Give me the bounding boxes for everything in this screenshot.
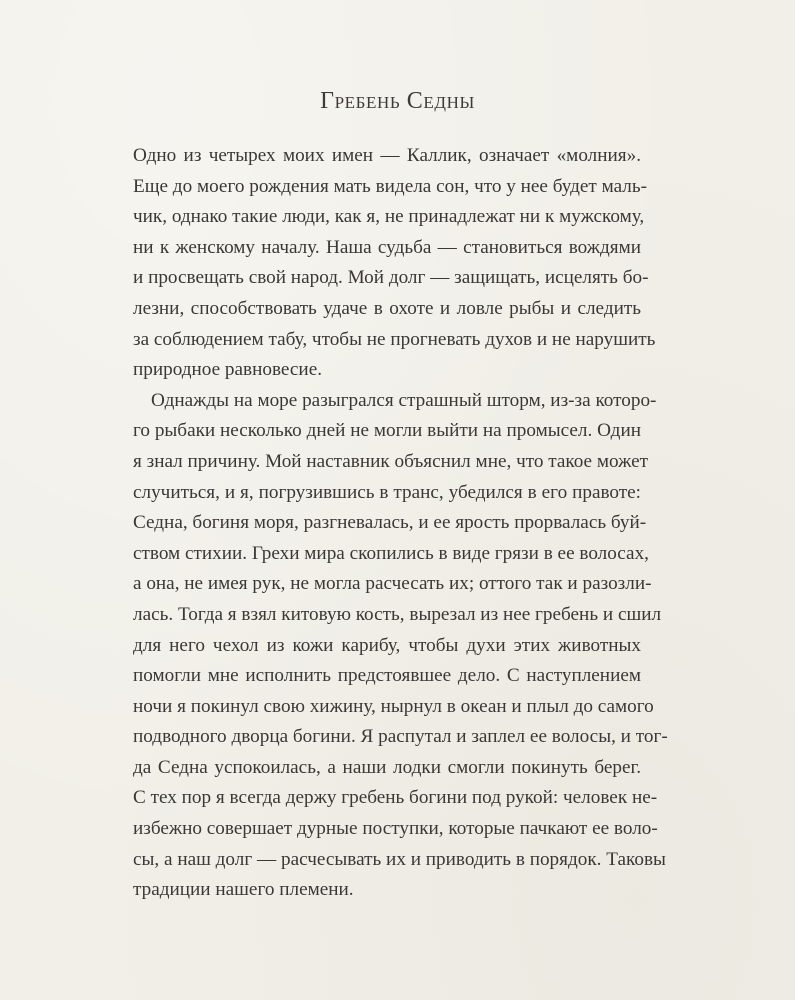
text-line: сы, а наш долг — расчесывать их и приводить в порядок. Таковы xyxy=(133,848,666,870)
body-text xyxy=(133,141,668,906)
text-line: да Седна успокоилась, а наши лодки смогли покинуть берег. xyxy=(133,756,641,778)
text-line: ством стихии. Грехи мира скопились в виде грязи в ее волосах, xyxy=(133,542,649,564)
text-line: избежно совершает дурные поступки, которые пачкают ее воло- xyxy=(133,818,658,840)
text-line: подводного дворца богини. Я распутал и заплел ее волосы, и тог- xyxy=(133,726,668,748)
text-line: чик, однако такие люди, как я, не принадлежат ни к мужскому, xyxy=(133,206,645,228)
text-line: Еще до моего рождения мать видела сон, что у нее будет маль- xyxy=(133,175,648,197)
text-line: за соблюдением табу, чтобы не прогневать духов и не нарушить xyxy=(133,328,656,350)
text-line: традиции нашего племени. xyxy=(133,879,354,901)
text-line: Однажды на море разыгрался страшный шторм, из-за которо- xyxy=(151,389,657,411)
text-line: го рыбаки несколько дней не могли выйти на промысел. Один xyxy=(133,420,641,442)
chapter-title: Гребень Седны xyxy=(320,88,475,114)
text-line: Одно из четырех моих имен — Каллик, означает «молния». xyxy=(133,145,641,166)
paragraph-2 xyxy=(133,386,668,906)
text-line: помогли мне исполнить предстоявшее дело. С наступлением xyxy=(133,665,641,687)
text-line: лезни, способствовать удаче в охоте и ловле рыбы и следить xyxy=(133,297,641,319)
text-line: для него чехол из кожи карибу, чтобы духи этих животных xyxy=(133,634,641,656)
text-line: ни к женскому началу. Наша судьба — становиться вождями xyxy=(133,236,641,258)
text-line: Седна, богиня моря, разгневалась, и ее ярость прорвалась буй- xyxy=(133,512,647,534)
text-line: случиться, и я, погрузившись в транс, убедился в его правоте: xyxy=(133,481,641,503)
text-line: и просвещать свой народ. Мой долг — защищать, исцелять бо- xyxy=(133,267,649,289)
text-line: я знал причину. Мой наставник объяснил мне, что такое может xyxy=(133,450,649,472)
text-line: лась. Тогда я взял китовую кость, вырезал из нее гребень и сшил xyxy=(133,603,662,625)
text-line: ночи я покинул свою хижину, нырнул в океан и плыл до самого xyxy=(133,695,654,717)
text-line: а она, не имея рук, не могла расчесать их; оттого так и разозли- xyxy=(133,573,652,595)
paragraph-1 xyxy=(133,141,656,386)
text-line: природное равновесие. xyxy=(133,359,323,381)
text-line: С тех пор я всегда держу гребень богини под рукой: человек не- xyxy=(133,787,658,809)
